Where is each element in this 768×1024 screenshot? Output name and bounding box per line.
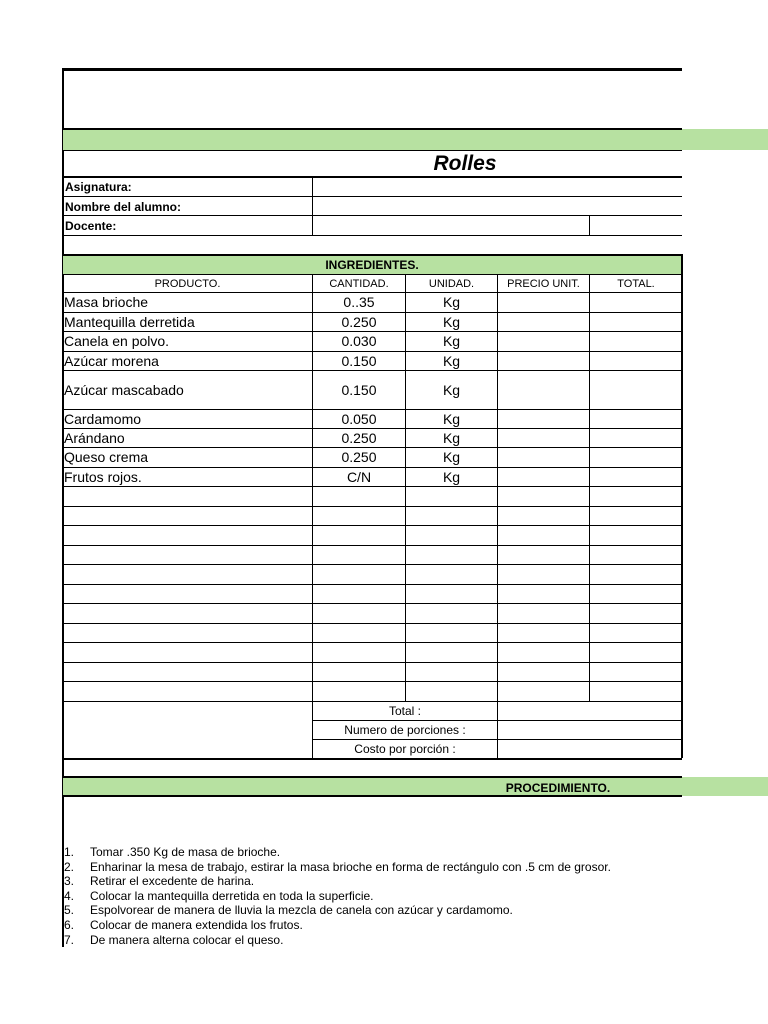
step-text: Enharinar la mesa de trabajo, estirar la masa brioche en forma de rectángulo con .5 cm de grosor. [90,859,611,874]
summary-porciones: Numero de porciones : [344,723,466,737]
ingredient-unit: Kg [442,410,461,427]
step-number: 1. [64,845,75,859]
left-border [62,68,64,947]
col-producto: PRODUCTO. [154,278,221,290]
ingredient-unit: Kg [442,449,461,465]
col-cantidad: CANTIDAD. [329,278,389,290]
step-number: 2. [64,859,75,874]
page-title: Rolles [433,152,497,175]
ingredient-product: Azúcar morena [64,352,159,369]
ingredient-product: Masa brioche [64,294,149,310]
ingredient-unit: Kg [442,352,461,369]
asignatura-field[interactable] [313,178,682,196]
ingredient-product: Azúcar mascabado [64,381,184,398]
step-text: Colocar de manera extendida los frutos. [90,918,303,932]
table-right-border [681,254,683,758]
ingredient-product: Canela en polvo. [64,333,170,349]
ingredient-product: Mantequilla derretida [64,313,195,330]
ingredient-qty: 0.250 [341,449,377,465]
step-number: 6. [64,918,75,932]
ingredient-qty: 0.150 [341,352,377,369]
step-text: Retirar el excedente de harina. [90,874,255,889]
ingredient-unit: Kg [442,333,461,349]
ingredient-unit: Kg [442,313,461,330]
step-text: Espolvorear de manera de lluvia la mezcla de canela con azúcar y cardamomo. [90,903,513,918]
ingredient-unit: Kg [442,381,461,398]
label-docente: Docente: [65,219,117,233]
ingredient-qty: 0.250 [341,313,377,330]
summary-costo: Costo por porción : [354,742,456,756]
col-unidad: UNIDAD. [428,278,475,290]
step-number: 7. [64,932,75,947]
header-band [63,129,768,150]
label-asignatura: Asignatura: [65,180,132,194]
ingredient-qty: 0.030 [341,333,377,349]
label-alumno: Nombre del alumno: [65,200,182,214]
procedure-heading: PROCEDIMIENTO. [505,781,611,795]
col-precio: PRECIO UNIT. [507,278,580,290]
alumno-field[interactable] [313,197,682,215]
ingredient-qty: C/N [346,468,372,485]
step-number: 5. [64,903,75,918]
ingredient-product: Arándano [64,429,125,446]
ingredient-unit: Kg [442,468,461,485]
ingredient-qty: 0.050 [341,410,377,427]
ingredient-product: Frutos rojos. [64,468,142,485]
ingredient-unit: Kg [442,294,461,310]
procedure-heading-band [63,777,768,796]
step-text: De manera alterna colocar el queso. [90,932,284,947]
ingredient-qty: 0.150 [341,381,377,398]
docente-field[interactable] [313,216,589,235]
top-border [62,68,682,71]
step-number: 3. [64,874,75,889]
ingredient-qty: 0.250 [341,429,377,446]
step-number: 4. [64,888,75,903]
ingredient-product: Cardamomo [64,410,142,427]
ingredient-unit: Kg [442,429,461,446]
ingredient-qty: 0..35 [343,294,375,310]
step-text: Tomar .350 Kg de masa de brioche. [90,845,281,859]
summary-total: Total : [388,704,421,718]
step-text: Colocar la mantequilla derretida en toda la superficie. [90,888,374,903]
ingredient-product: Queso crema [64,449,149,465]
col-total: TOTAL. [617,278,655,290]
ingredients-heading: INGREDIENTES. [325,258,419,272]
